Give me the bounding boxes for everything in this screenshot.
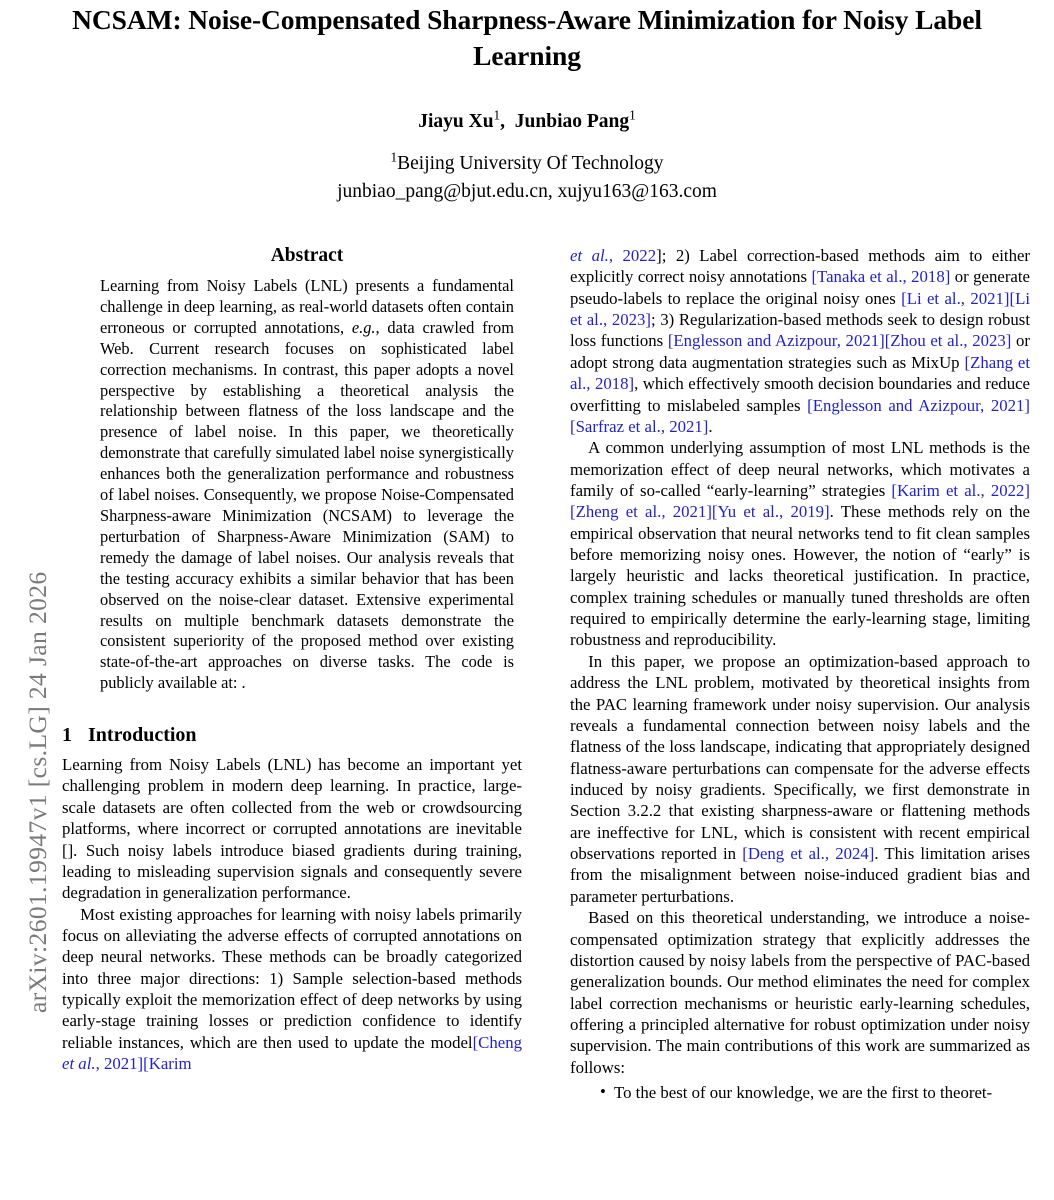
- intro-p4-text-a: In this paper, we propose an optimization-based approach to address the LNL problem, motivated by theoretical insights from the PAC learning framework under noisy supervision. Our analysis reveals a fundamental connection between noisy labels and the flatness of the loss landscape, indicating that appropriately designed flatness-aware perturbations can compensate for the adverse effects induced by noisy gradients. Specifically, we first demonstrate in Section 3.2.2 that existing sharpness-aware or flattening methods are ineffective for LNL, which is consistent with recent empirical observations reported in: [570, 651, 1030, 864]
- arxiv-identifier-stamp: arXiv:2601.19947v1 [cs.LG] 24 Jan 2026: [23, 571, 52, 1013]
- abstract-heading: Abstract: [270, 245, 344, 266]
- abstract-part-1: Learning from Noisy Labels (LNL) presents a fundamental challenge in deep learning, as real-world datasets often contain erroneous or corrupted annotations,: [100, 276, 514, 337]
- affiliation-marker: 1: [390, 149, 398, 165]
- citation-tanaka-2018[interactable]: [Tanaka et al., 2018]: [811, 267, 951, 287]
- intro-p2-text-e: or adopt strong data augmentation strategies such as MixUp: [570, 331, 1030, 372]
- author-affiliation-marker-2: 1: [629, 107, 636, 123]
- author-separator: ,: [500, 110, 506, 132]
- intro-paragraph-2-continued: [570, 245, 1030, 437]
- citation-author: Karim: [148, 1054, 192, 1074]
- citation-zheng-2021[interactable]: [Zheng et al., 2021]: [570, 502, 712, 522]
- citation-englesson-2021-b[interactable]: [Englesson and Azizpour, 2021]: [807, 395, 1030, 415]
- citation-bracket-close: ]: [137, 1054, 144, 1074]
- citation-yu-2019[interactable]: [Yu et al., 2019]: [711, 502, 830, 522]
- citation-year: , 2022: [608, 246, 657, 265]
- intro-p3-text-b: . These methods rely on the empirical observation that neural networks tend to fit clean samples before memorizing noisy ones. However, the notion of “early” is largely heuristic and lacks theoretical justification. In practice, complex training schedules or manually tuned thresholds are often required to empirically determine the early-learning stage, limiting robustness and reproducibility.: [570, 502, 1030, 650]
- right-column: [570, 245, 1030, 1103]
- abstract-text: [100, 276, 514, 694]
- citation-year: , 2021: [95, 1054, 138, 1074]
- left-column: [62, 245, 522, 1075]
- intro-paragraph-4: [570, 651, 1030, 907]
- author-list: [62, 109, 992, 134]
- citation-bracket-close: ]: [656, 246, 662, 265]
- intro-p2-text: Most existing approaches for learning with noisy labels primarily focus on alleviating the adverse effects of corrupted annotations on deep neural networks. These methods can be broadly categorized into three major directions: 1) Sample selection-based methods typically exploit the memorization effect of deep networks by using early-stage training losses or prediction confidence to identify reliable instances, which are then used to update the model: [62, 904, 522, 1052]
- author-emails: junbiao_pang@bjut.edu.cn, xujyu163@163.com: [337, 180, 717, 202]
- contributions-list: [570, 1082, 1030, 1103]
- intro-p2-text-g: .: [708, 416, 713, 436]
- intro-paragraph-2: [62, 904, 522, 1075]
- section-number: 1: [62, 724, 72, 747]
- intro-p2-text-b: ; 2) Label correction-based methods aim to either explicitly correct noisy annotations: [570, 246, 1030, 287]
- abstract-eg-italic: e.g.: [351, 317, 376, 337]
- section-heading-introduction: [62, 723, 522, 747]
- intro-p2-text-d: ; 3) Regularization-based methods seek to design robust loss functions: [570, 310, 1030, 351]
- citation-li-2023[interactable]: [Li et al., 2023]: [570, 288, 1030, 330]
- intro-paragraph-1: Learning from Noisy Labels (LNL) has become an important yet challenging problem in modern deep learning. In practice, large-scale datasets are often collected from the web or crowdsourcing platforms, where incorrect or corrupted annotations are inevitable []. Such noisy labels introduce biased gradients during training, leading to misleading supervision signals and consequently severe degradation in generalization performance.: [62, 755, 522, 903]
- citation-englesson-2021[interactable]: [Englesson and Azizpour, 2021]: [667, 331, 885, 351]
- page-title: NCSAM: Noise-Compensated Sharpness-Aware Minimization for Noisy Label Learning: [72, 4, 982, 72]
- affiliation-line: [62, 150, 992, 178]
- author-name-2: Junbiao Pang: [514, 110, 630, 132]
- intro-p4-text-b: . This limitation arises from the misalignment between noise-induced gradient bias and parameter perturbations.: [570, 844, 1031, 906]
- citation-etal: et al.: [62, 1054, 96, 1074]
- list-item: • To the best of our knowledge, we are the first to theoret-: [600, 1082, 1030, 1103]
- citation-bracket-open: [: [143, 1054, 149, 1074]
- citation-li-2021[interactable]: [Li et al., 2021]: [901, 288, 1010, 308]
- citation-etal: et al.: [570, 246, 609, 265]
- section-title: Introduction: [88, 724, 197, 747]
- abstract-part-2: , data crawled from Web. Current research focuses on sophisticated label correction mechanisms. In contrast, this paper adopts a novel perspective by establishing a theoretical analysis the relationship between flatness of the loss landscape and the presence of label noise. In this paper, we theoretically demonstrate that carefully simulated label noise synergistically enhances both the generalization performance and robustness of label noises. Consequently, we propose Noise-Compensated Sharpness-aware Minimization (NCSAM) to leverage the perturbation of Sharpness-Aware Minimization (SAM) to remedy the damage of label noises. Our analysis reveals that the testing accuracy exhibits a similar behavior that has been observed on the noise-clear dataset. Extensive experimental results on multiple benchmark datasets demonstrate the consistent superiority of the proposed method over existing state-of-the-art approaches on diverse tasks. The code is publicly available at: .: [100, 317, 514, 693]
- title-block: [62, 0, 992, 205]
- author-name-1: Jiayu Xu: [418, 110, 494, 132]
- citation-karim-2022[interactable]: [143, 1054, 191, 1073]
- citation-sarfraz-2021[interactable]: [Sarfraz et al., 2021]: [570, 416, 709, 436]
- author-affiliation-marker-1: 1: [493, 107, 501, 123]
- citation-zhang-2018[interactable]: [Zhang et al., 2018]: [570, 352, 1031, 394]
- citation-deng-2024[interactable]: [Deng et al., 2024]: [742, 844, 875, 864]
- intro-p3-text-a: A common underlying assumption of most LNL methods is the memorization effect of deep neural networks, which motivates a family of so-called “early-learning” strategies: [570, 438, 1030, 500]
- citation-bracket-open: [: [472, 1032, 479, 1052]
- intro-p2-text-c: or generate pseudo-labels to replace the original noisy ones: [570, 267, 1030, 308]
- citation-karim-2022-b[interactable]: [Karim et al., 2022]: [891, 480, 1030, 500]
- citation-karim-2022-cont[interactable]: [570, 246, 656, 265]
- intro-paragraph-3: [570, 437, 1030, 651]
- intro-p2-text-f: , which effectively smooth decision boundaries and reduce overfitting to mislabeled samples: [570, 374, 1030, 415]
- intro-paragraph-5: Based on this theoretical understanding, we introduce a noise-compensated optimization strategy that explicitly addresses the distortion caused by noisy labels from the perspective of PAC-based generalization bounds. Our method eliminates the need for complex label correction mechanisms or heuristic early-learning schedules, offering a principled alternative for robust optimization under noisy supervision. The main contributions of this work are summarized as follows:: [570, 908, 1030, 1077]
- citation-zhou-2023[interactable]: [Zhou et al., 2023]: [884, 331, 1012, 351]
- affiliation-name: Beijing University Of Technology: [397, 152, 664, 174]
- citation-author: Cheng: [478, 1032, 522, 1052]
